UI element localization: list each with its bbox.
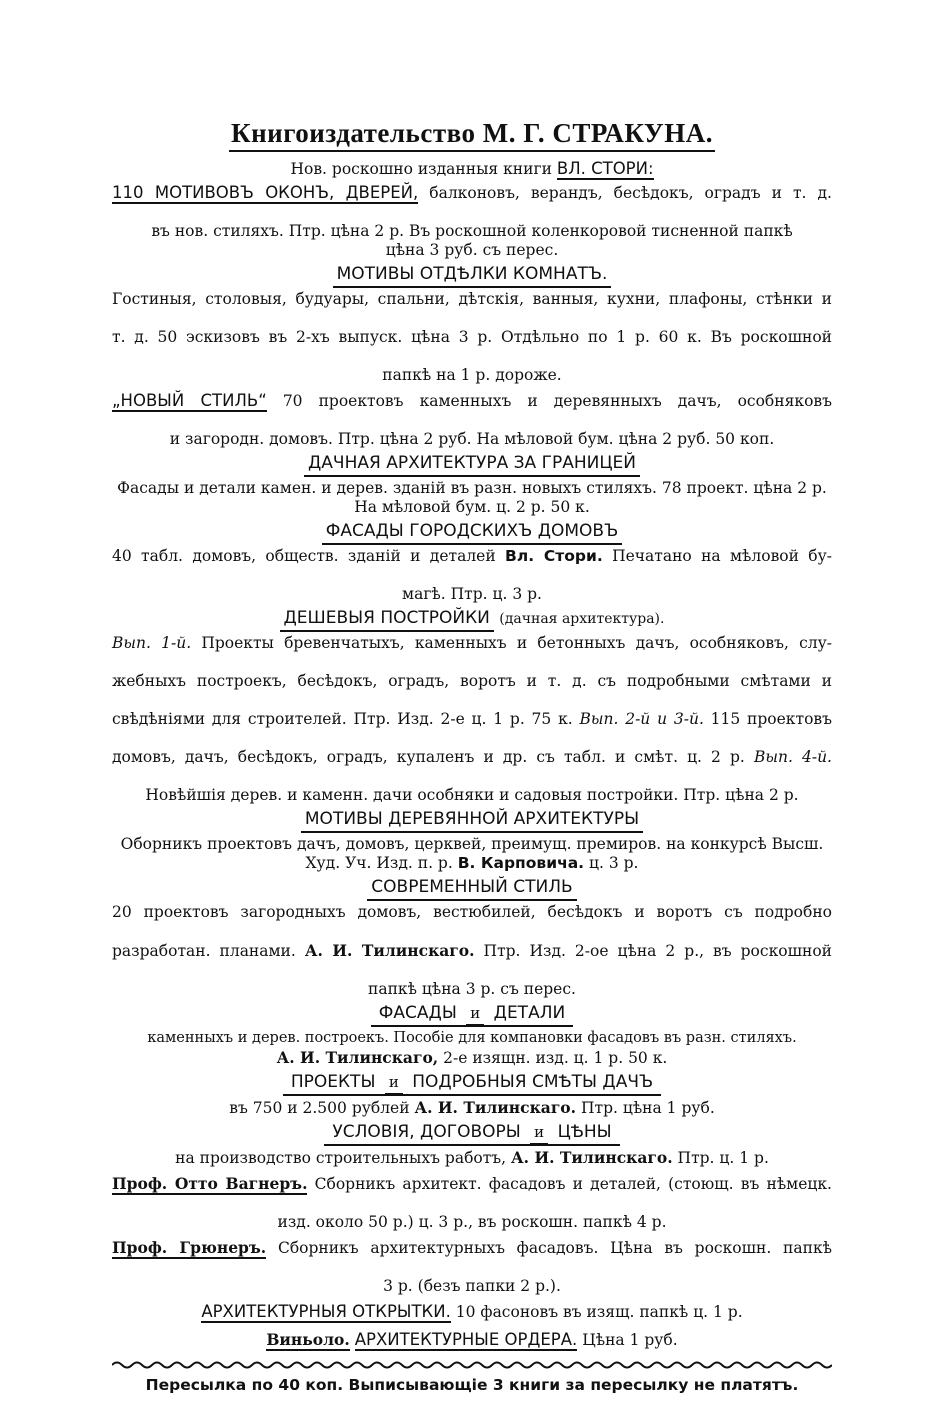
s8-heading-text: СОВРЕМЕННЫЙ СТИЛЬ (367, 877, 576, 901)
s11-heading-c: ЦѢНЫ (554, 1122, 616, 1146)
s3-line2: и загородн. домовъ. Птр. цѣна 2 руб. На мѣловой бум. цѣна 2 руб. 50 коп. (169, 430, 775, 448)
intro-line (112, 159, 832, 179)
s3-heading: „НОВЫЙ СТИЛЬ“ (112, 391, 267, 410)
s7-heading (112, 809, 832, 829)
s11-heading-b: и (530, 1123, 548, 1145)
s4-line2: На мѣловой бум. ц. 2 р. 50 к. (354, 498, 590, 516)
s9-line2-c: 2-е изящн. изд. ц. 1 р. 50 к. (443, 1049, 668, 1067)
s8-line3: папкѣ цѣна 3 р. съ перес. (368, 980, 576, 998)
s12-line1-rest: Сборникъ архитект. фасадовъ и деталей, (стоющ. въ нѣмецк. (314, 1175, 832, 1193)
s11-line1-a: на производство строительныхъ работъ, (175, 1149, 507, 1167)
intro-author: ВЛ. СТОРИ: (556, 159, 654, 178)
s5-heading (112, 521, 832, 541)
s6-line4-a: домовъ, дачъ, бесѣдокъ, оградъ, купаленъ и др. съ табл. и смѣт. ц. 2 р. (112, 748, 745, 766)
s8-heading (112, 877, 832, 897)
s2-line3: папкѣ на 1 р. дороже. (382, 366, 562, 384)
s9-heading-a: ФАСАДЫ (375, 1003, 461, 1027)
s10-heading-b: и (385, 1073, 403, 1095)
s9-line2 (112, 1048, 832, 1068)
s3-line1 (112, 391, 832, 430)
s5-heading-text: ФАСАДЫ ГОРОДСКИХЪ ДОМОВЪ (322, 521, 623, 545)
s9-heading (112, 1003, 832, 1023)
s11-heading-text (324, 1122, 619, 1146)
s5-line1-a: 40 табл. домовъ, обществ. зданій и деталей (112, 547, 496, 565)
s13-line1 (112, 1238, 832, 1277)
s7-line2-c: ц. 3 р. (589, 854, 639, 872)
s6-issue23: Вып. 2-й и 3-й. (579, 710, 704, 728)
s15-heading-b: АРХИТЕКТУРНЫЕ ОРДЕРА. (354, 1330, 578, 1349)
s14-rest: 10 фасоновъ въ изящ. папкѣ ц. 1 р. (455, 1303, 743, 1321)
s11-line1 (112, 1148, 832, 1168)
s6-line5: Новѣйшія дерев. и каменн. дачи особняки и садовыя постройки. Птр. цѣна 2 р. (145, 786, 799, 804)
s13-line2: 3 р. (безъ папки 2 р.). (383, 1277, 561, 1295)
s5-line2: магѣ. Птр. ц. 3 р. (402, 585, 542, 603)
s2-heading (112, 264, 832, 284)
s10-author: А. И. Тилинскаго. (414, 1098, 577, 1117)
s4-line1: Фасады и детали камен. и дерев. зданій въ разн. новыхъ стиляхъ. 78 проект. цѣна 2 р. (117, 479, 827, 497)
s10-heading-text (283, 1072, 661, 1096)
s14-line (112, 1302, 832, 1322)
s6-line3 (112, 710, 832, 748)
publisher-title-text: Книгоиздательство М. Г. СТРАКУНА. (229, 118, 715, 152)
s12-line2: изд. около 50 р.) ц. 3 р., въ роскошн. папкѣ 4 р. (277, 1213, 667, 1231)
s6-heading (112, 608, 832, 628)
s8-line2 (112, 941, 832, 980)
s15-line (112, 1330, 832, 1350)
s9-heading-b: и (466, 1004, 484, 1026)
s7-line2-a: Худ. Уч. Изд. п. р. (305, 854, 453, 872)
s6-line4 (112, 748, 832, 786)
s10-line1 (112, 1098, 832, 1118)
s7-line2 (112, 854, 832, 873)
s10-heading-c: ПОДРОБНЫЯ СМѢТЫ ДАЧЪ (408, 1072, 657, 1096)
s4-heading-text: ДАЧНАЯ АРХИТЕКТУРА ЗА ГРАНИЦЕЙ (304, 453, 640, 477)
s13-heading: Проф. Грюнеръ. (112, 1238, 267, 1257)
s3-line1-rest: 70 проектовъ каменныхъ и деревянныхъ дачъ, особняковъ (282, 392, 832, 410)
s6-heading-note: (дачная архитектура). (499, 611, 665, 627)
s10-line1-c: Птр. цѣна 1 руб. (580, 1099, 715, 1117)
s1-line1 (112, 183, 832, 222)
s5-line1-c: Печатано на мѣловой бу- (612, 547, 832, 565)
s8-author: А. И. Тилинскаго. (304, 941, 475, 960)
publisher-title (112, 118, 832, 149)
s12-line1 (112, 1174, 832, 1213)
s5-author: Вл. Стори. (505, 547, 603, 565)
s15-rest: Цѣна 1 руб. (582, 1331, 678, 1349)
wavy-divider (112, 1360, 832, 1370)
s8-line2-a: разработан. планами. (112, 942, 296, 960)
s10-heading-a: ПРОЕКТЫ (287, 1072, 380, 1096)
s6-line3-c: 115 проектовъ (710, 710, 832, 728)
s11-heading-a: УСЛОВІЯ, ДОГОВОРЫ (328, 1122, 524, 1146)
s9-heading-c: ДЕТАЛИ (490, 1003, 570, 1027)
s1-heading: 110 МОТИВОВЪ ОКОНЪ, ДВЕРЕЙ, (112, 183, 419, 202)
s6-heading-text: ДЕШЕВЫЯ ПОСТРОЙКИ (280, 608, 494, 632)
s14-heading: АРХИТЕКТУРНЫЯ ОТКРЫТКИ. (201, 1302, 451, 1321)
shipping-footer: Пересылка по 40 коп. Выписывающіе 3 книги за пересылку не платятъ. (145, 1376, 799, 1394)
s7-heading-text: МОТИВЫ ДЕРЕВЯННОЙ АРХИТЕКТУРЫ (301, 809, 643, 833)
advertisement-page (112, 118, 832, 1410)
s2-heading-text: МОТИВЫ ОТДѢЛКИ КОМНАТЪ. (333, 264, 612, 288)
s6-line1 (112, 634, 832, 672)
s6-line1-rest: Проекты бревенчатыхъ, каменныхъ и бетонныхъ дачъ, особняковъ, слу- (201, 634, 832, 652)
s4-heading (112, 453, 832, 473)
s11-author: А. И. Тилинскаго. (511, 1148, 673, 1167)
s10-heading (112, 1072, 832, 1092)
s7-line1: Оборникъ проектовъ дачъ, домовъ, церквей, преимущ. премиров. на конкурсѣ Высш. (120, 835, 824, 853)
s8-line1: 20 проектовъ загородныхъ домовъ, вестюбилей, бесѣдокъ и воротъ съ подробно (112, 903, 832, 921)
s11-line1-c: Птр. ц. 1 р. (677, 1149, 769, 1167)
s5-line1 (112, 547, 832, 585)
s2-line1: Гостиныя, столовыя, будуары, спальни, дѣтскія, ванныя, кухни, плафоны, стѣнки и (112, 290, 832, 308)
s6-line3-a: свѣдѣніями для строителей. Птр. Изд. 2-е ц. 1 р. 75 к. (112, 710, 573, 728)
s9-line1: каменныхъ и дерев. построекъ. Пособіе для компановки фасадовъ въ разн. стиляхъ. (147, 1030, 797, 1046)
s6-line2: жебныхъ построекъ, бесѣдокъ, оградъ, воротъ и т. д. съ подробными смѣтами и (112, 672, 832, 690)
s13-line1-rest: Сборникъ архитектурныхъ фасадовъ. Цѣна въ роскошн. папкѣ (277, 1239, 832, 1257)
s11-heading (112, 1122, 832, 1142)
s12-heading: Проф. Отто Вагнеръ. (112, 1174, 308, 1193)
s9-author: А. И. Тилинскаго, (276, 1048, 439, 1067)
s9-heading-text (371, 1003, 573, 1027)
s1-line2: въ нов. стиляхъ. Птр. цѣна 2 р. Въ роскошной коленкоровой тисненной папкѣ (151, 222, 793, 240)
s8-line2-c: Птр. Изд. 2-ое цѣна 2 р., въ роскошной (483, 942, 832, 960)
intro-text: Нов. роскошно изданныя книги (290, 160, 552, 178)
s6-issue4: Вып. 4-й. (753, 748, 832, 766)
s1-line3: цѣна 3 руб. съ перес. (385, 241, 559, 259)
s7-author: В. Карповича. (457, 854, 585, 872)
s15-heading-a: Виньоло. (266, 1330, 350, 1349)
s2-line2: т. д. 50 эскизовъ въ 2-хъ выпуск. цѣна 3 р. Отдѣльно по 1 р. 60 к. Въ роскошной (112, 328, 832, 346)
s6-issue1: Вып. 1-й. (112, 634, 192, 652)
s1-line1-rest: балконовъ, верандъ, бесѣдокъ, оградъ и т. д. (429, 184, 832, 202)
s10-line1-a: въ 750 и 2.500 рублей (229, 1099, 410, 1117)
